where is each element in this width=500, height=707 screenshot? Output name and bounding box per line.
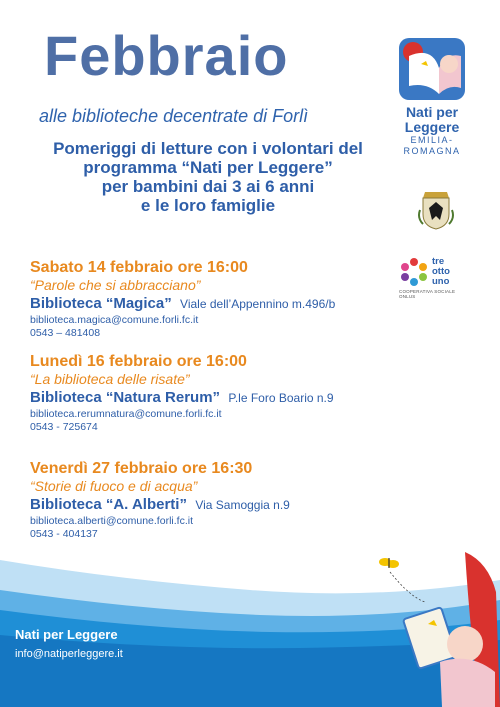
butterfly-icon	[379, 558, 399, 568]
intro-text	[22, 139, 394, 215]
treottouno-logo	[399, 257, 469, 299]
library-phone: 0543 - 404137	[30, 528, 98, 540]
npl-logo-icon	[399, 38, 465, 100]
coop-subtitle: COOPERATIVA SOCIALE ONLUS	[399, 289, 456, 299]
treottouno-logo-icon	[399, 257, 429, 287]
event-story: “Parole che si abbracciano”	[30, 277, 201, 293]
npl-name-line: Leggere	[404, 119, 460, 135]
library-address: P.le Foro Boario n.9	[228, 391, 334, 405]
library-name: Biblioteca “A. Alberti”	[30, 496, 187, 513]
coop-word: uno	[432, 276, 450, 287]
event-date: Sabato 14 febbraio ore 16:00	[30, 259, 248, 276]
library-email[interactable]: biblioteca.alberti@comune.forli.fc.it	[30, 515, 193, 527]
event-library	[30, 388, 334, 408]
library-phone: 0543 – 481408	[30, 327, 101, 339]
event-story: “La biblioteca delle risate”	[30, 371, 190, 387]
npl-logo	[396, 38, 468, 157]
event-date: Venerdì 27 febbraio ore 16:30	[30, 460, 253, 477]
footer-brand: Nati per Leggere	[15, 627, 118, 642]
library-address: Via Samoggia n.9	[195, 498, 290, 512]
intro-line: programma “Nati per Leggere”	[83, 158, 333, 177]
intro-line: Pomeriggi di letture con i volontari del	[53, 139, 363, 158]
library-address: Viale dell’Appennino m.496/b	[180, 297, 336, 311]
event-library	[30, 495, 290, 515]
event-2	[30, 352, 334, 434]
page-subtitle: alle biblioteche decentrate di Forlì	[39, 106, 309, 126]
page-title: Febbraio	[44, 24, 289, 87]
npl-name-line: Nati per	[405, 104, 459, 120]
npl-region-line: EMILIA-	[410, 135, 454, 145]
library-name: Biblioteca “Natura Rerum”	[30, 389, 221, 406]
event-story: “Storie di fuoco e di acqua”	[30, 478, 198, 494]
forli-crest-icon	[417, 188, 455, 230]
child-reading-icon	[370, 552, 500, 707]
coop-word: otto	[432, 266, 450, 277]
library-phone: 0543 - 725674	[30, 421, 98, 433]
intro-line: e le loro famiglie	[140, 196, 276, 215]
library-name: Biblioteca “Magica”	[30, 295, 172, 312]
event-1	[30, 258, 335, 340]
event-date: Lunedì 16 febbraio ore 16:00	[30, 353, 247, 370]
coop-word: tre	[432, 256, 445, 267]
library-email[interactable]: biblioteca.magica@comune.forli.fc.it	[30, 314, 199, 326]
footer-email[interactable]: info@natiperleggere.it	[15, 648, 123, 660]
library-email[interactable]: biblioteca.rerumnatura@comune.forli.fc.it	[30, 408, 222, 420]
event-library	[30, 294, 335, 314]
npl-region-line: ROMAGNA	[403, 146, 461, 156]
intro-line: per bambini dai 3 ai 6 anni	[101, 177, 315, 196]
